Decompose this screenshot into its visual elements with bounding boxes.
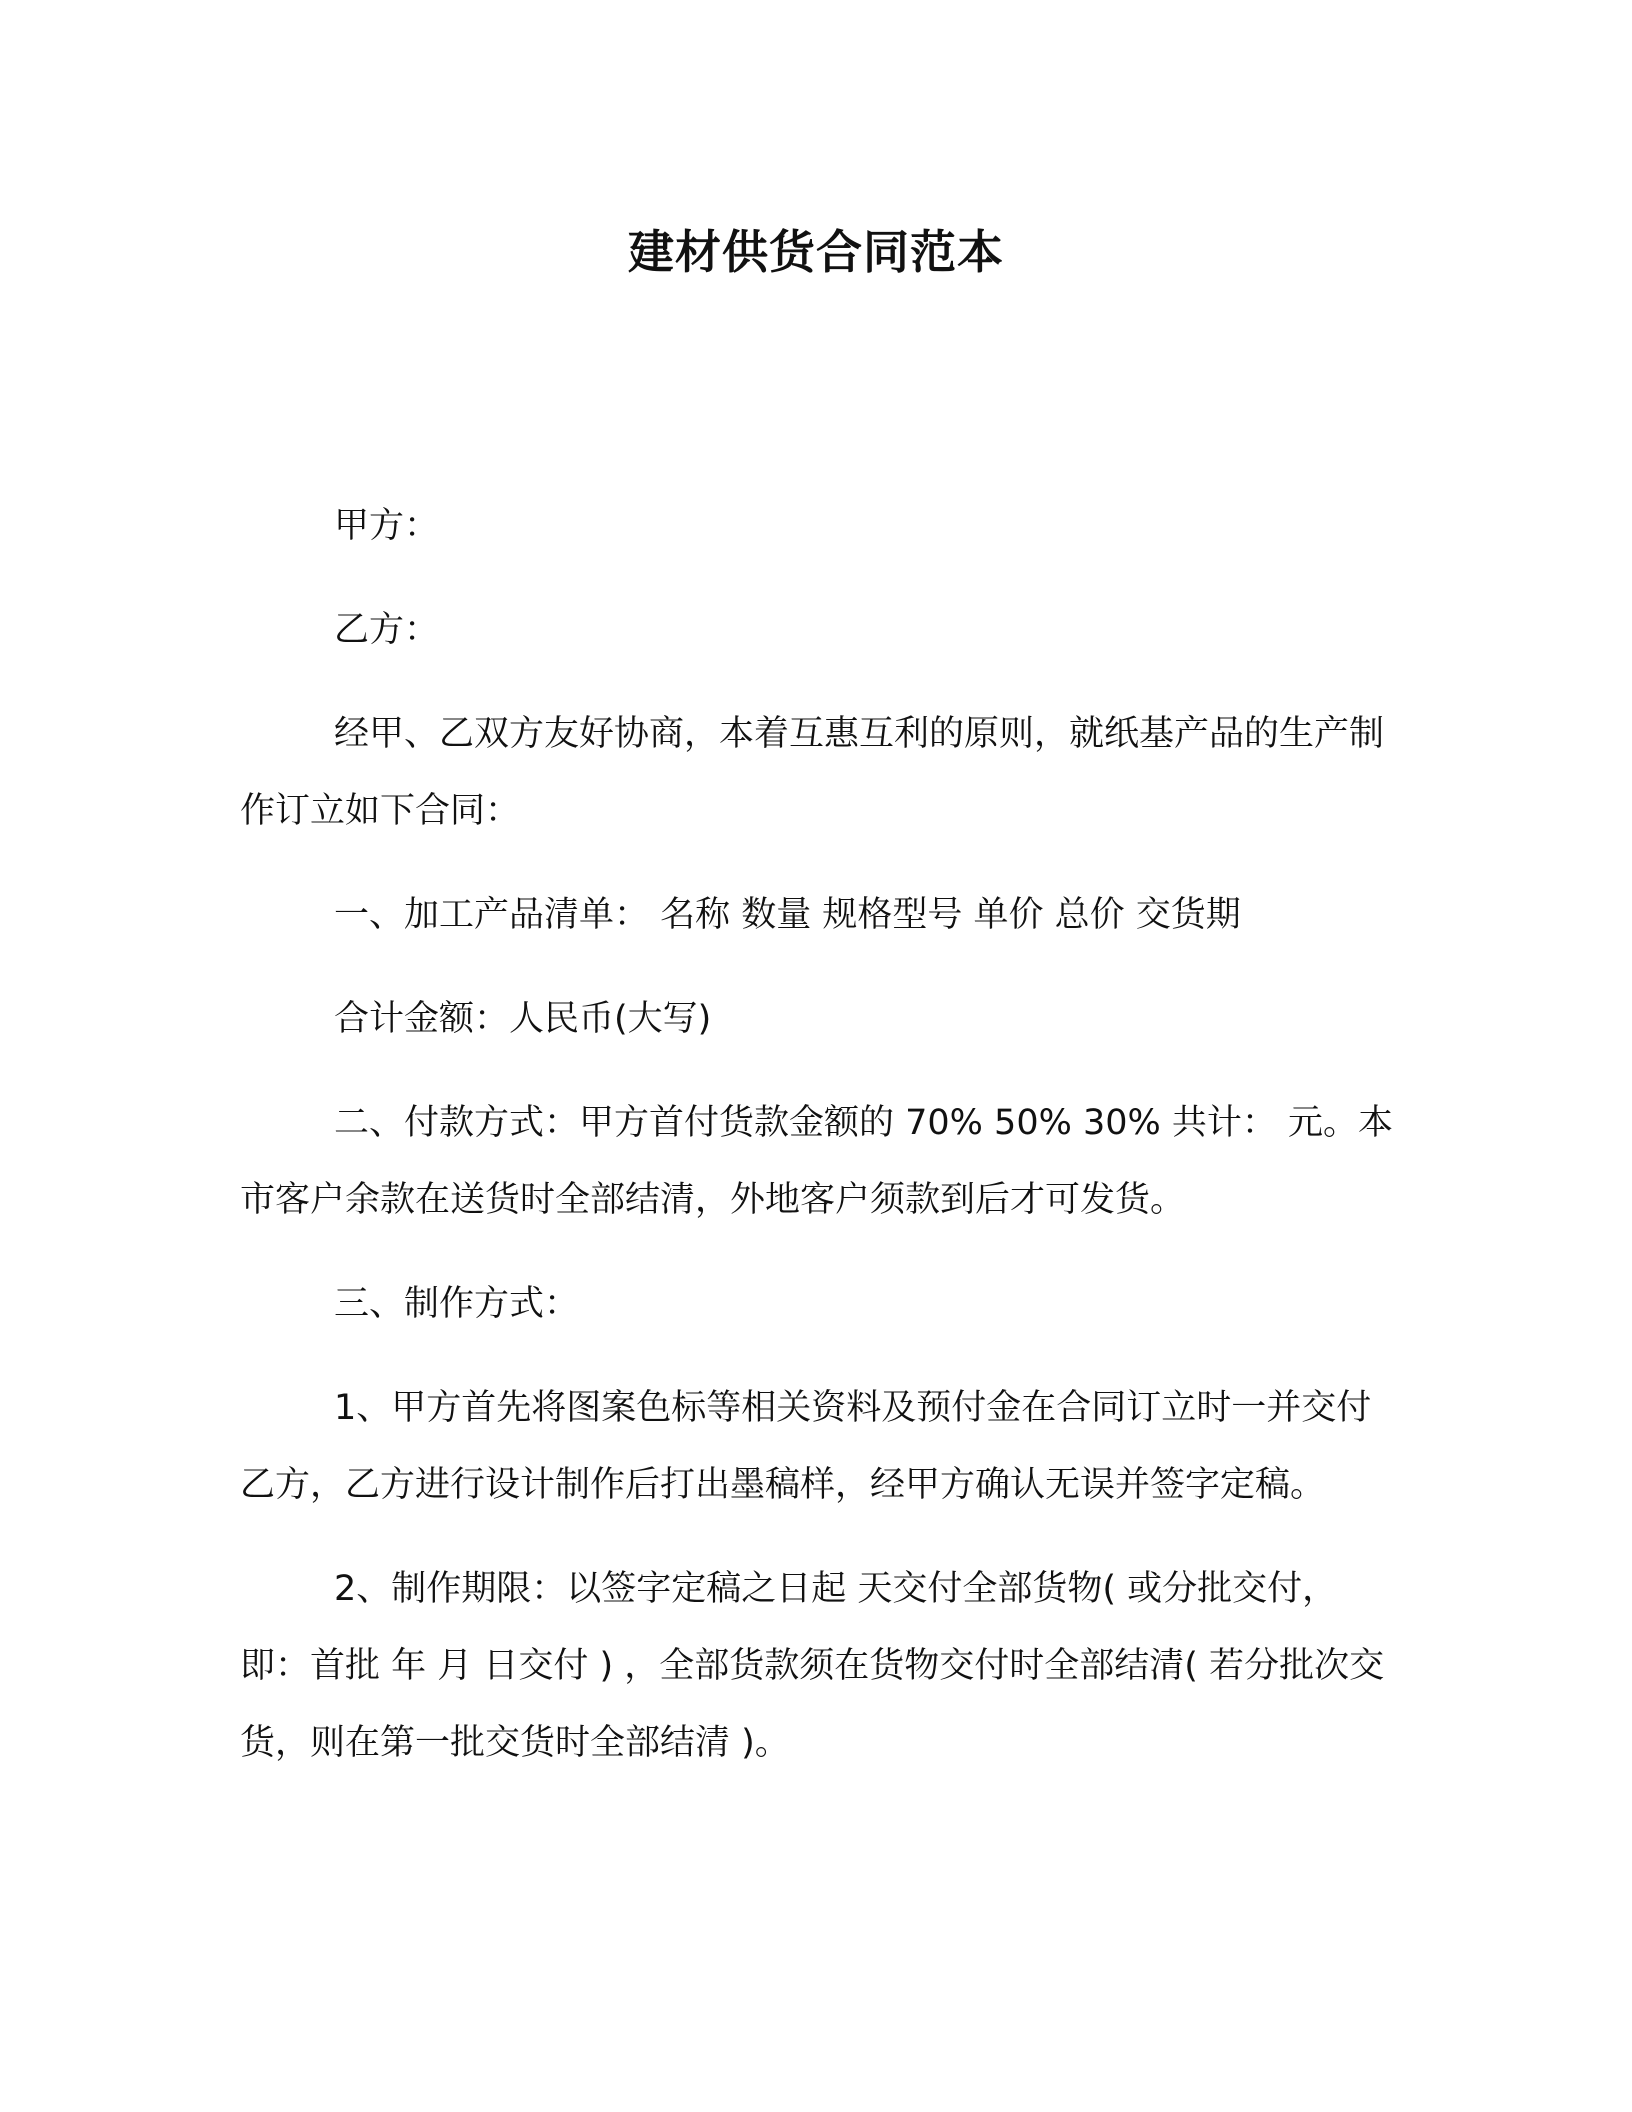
section-3-production-method: 三、制作方式： (334, 1284, 580, 1324)
section-1-product-list: 一、加工产品清单： 名称 数量 规格型号 单价 总价 交货期 (334, 895, 1241, 935)
preamble-paragraph: 经甲、乙双方友好协商，本着互惠互利的原则，就纸基产品的生产制作订立如下合同： (240, 714, 1385, 831)
document-body (240, 488, 1396, 1809)
party-b-line: 乙方： (334, 610, 440, 650)
clause-1-design-confirmation: 1、甲方首先将图案色标等相关资料及预付金在合同订立时一并交付乙方，乙方进行设计制作后打出墨稿样，经甲方确认无误并签字定稿。 (240, 1388, 1372, 1505)
section-2-payment-method: 二、付款方式：甲方首付货款金额的 70% 50% 30% 共计： 元。本市客户余款在送货时全部结清，外地客户须款到后才可发货。 (240, 1103, 1394, 1220)
document-title: 建材供货合同范本 (628, 225, 1004, 279)
party-a-line: 甲方： (334, 506, 440, 546)
clause-2-production-deadline: 2、制作期限：以签字定稿之日起 天交付全部货物( 或分批交付，即：首批 年 月 日交付 ) ，全部货款须在货物交付时全部结清( 若分批次交货，则在第一批交货时全部结清 )。 (240, 1569, 1385, 1763)
total-amount-line: 合计金额：人民币(大写) (334, 999, 712, 1039)
